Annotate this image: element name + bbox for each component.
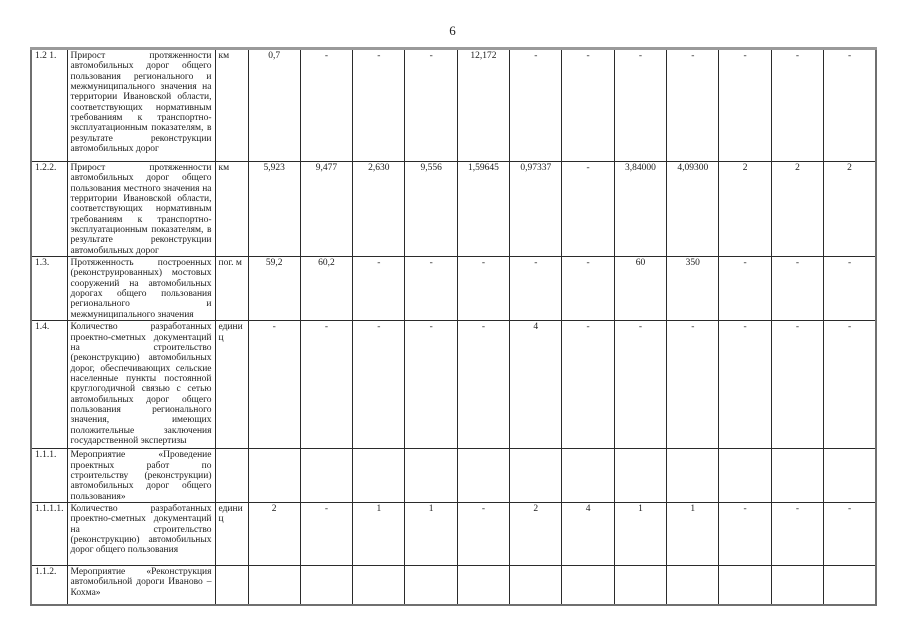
value-cell: - xyxy=(771,321,823,449)
table-body xyxy=(31,49,876,606)
value-cell: - xyxy=(719,257,771,321)
table-row xyxy=(31,449,876,503)
row-name-cell: Мероприятие «Реконструкция автомобильной дороги Иваново – Кохма» xyxy=(67,565,215,605)
value-cell: - xyxy=(562,162,614,257)
table-row xyxy=(31,321,876,449)
table-row xyxy=(31,502,876,565)
value-cell: 2 xyxy=(248,502,300,565)
table-row xyxy=(31,257,876,321)
row-name-cell: Протяженность построенных (реконструированных) мостовых сооружений на автомобильных дорогах общего пользования регионального и межмуниципального значения xyxy=(67,257,215,321)
value-cell: 9,477 xyxy=(300,162,352,257)
value-cell: - xyxy=(510,49,562,162)
row-id-cell: 1.3. xyxy=(31,257,67,321)
table-row xyxy=(31,49,876,162)
value-cell: - xyxy=(562,321,614,449)
value-cell: - xyxy=(300,502,352,565)
value-cell: 2 xyxy=(510,502,562,565)
row-unit-cell xyxy=(215,449,248,503)
value-cell: - xyxy=(824,502,876,565)
row-unit-cell: км xyxy=(215,49,248,162)
value-cell: 60,2 xyxy=(300,257,352,321)
value-cell: 9,556 xyxy=(405,162,457,257)
value-cell: - xyxy=(771,257,823,321)
value-cell: 2 xyxy=(771,162,823,257)
value-cell xyxy=(510,449,562,503)
value-cell: - xyxy=(771,49,823,162)
value-cell xyxy=(353,565,405,605)
value-cell: 1 xyxy=(353,502,405,565)
value-cell xyxy=(824,449,876,503)
value-cell xyxy=(248,565,300,605)
indicators-table xyxy=(30,47,877,606)
value-cell xyxy=(719,449,771,503)
value-cell: - xyxy=(300,321,352,449)
value-cell: - xyxy=(667,49,719,162)
row-unit-cell: пог. м xyxy=(215,257,248,321)
table-row xyxy=(31,162,876,257)
value-cell: 1 xyxy=(667,502,719,565)
value-cell xyxy=(824,565,876,605)
value-cell: - xyxy=(405,257,457,321)
row-unit-cell: единиц xyxy=(215,321,248,449)
value-cell: - xyxy=(457,321,509,449)
row-unit-cell: единиц xyxy=(215,502,248,565)
value-cell xyxy=(353,449,405,503)
value-cell: - xyxy=(824,257,876,321)
value-cell: - xyxy=(614,49,666,162)
row-id-cell: 1.2 1. xyxy=(31,49,67,162)
value-cell: - xyxy=(614,321,666,449)
value-cell: 60 xyxy=(614,257,666,321)
row-name-cell: Количество разработанных проектно-сметных документаций на строительство (реконструкцию) автомобильных дорог, обеспечивающих сельские населенные пункты постоянной круглогодичной связью с сетью автомобильных дорог общего пользования регионального значения, имеющих положительные заключения государственной экспертизы xyxy=(67,321,215,449)
value-cell: - xyxy=(353,49,405,162)
value-cell: 4 xyxy=(562,502,614,565)
value-cell xyxy=(771,449,823,503)
row-name-cell: Мероприятие «Проведение проектных работ по строительству (реконструкции) автомобильных дорог общего пользования» xyxy=(67,449,215,503)
value-cell xyxy=(667,565,719,605)
row-id-cell: 1.1.1. xyxy=(31,449,67,503)
value-cell: - xyxy=(300,49,352,162)
value-cell: - xyxy=(457,502,509,565)
value-cell: 350 xyxy=(667,257,719,321)
row-unit-cell xyxy=(215,565,248,605)
row-id-cell: 1.1.2. xyxy=(31,565,67,605)
value-cell xyxy=(300,565,352,605)
value-cell: 0,7 xyxy=(248,49,300,162)
value-cell: 2 xyxy=(719,162,771,257)
value-cell xyxy=(457,449,509,503)
value-cell: - xyxy=(562,257,614,321)
row-id-cell: 1.2.2. xyxy=(31,162,67,257)
value-cell: 4 xyxy=(510,321,562,449)
row-id-cell: 1.4. xyxy=(31,321,67,449)
value-cell: 0,97337 xyxy=(510,162,562,257)
value-cell: 1,59645 xyxy=(457,162,509,257)
value-cell: - xyxy=(353,321,405,449)
row-id-cell: 1.1.1.1. xyxy=(31,502,67,565)
value-cell xyxy=(248,449,300,503)
value-cell: - xyxy=(510,257,562,321)
value-cell: 12,172 xyxy=(457,49,509,162)
value-cell: 2 xyxy=(824,162,876,257)
value-cell xyxy=(667,449,719,503)
row-name-cell: Прирост протяженности автомобильных дорог общего пользования местного значения на территории Ивановской области, соответствующих нормативным требованиям к транспортно-эксплуатационным показателям, в результате реконструкции автомобильных дорог xyxy=(67,162,215,257)
value-cell: - xyxy=(248,321,300,449)
value-cell xyxy=(562,449,614,503)
page-number: 6 xyxy=(449,23,456,38)
value-cell: 3,84000 xyxy=(614,162,666,257)
value-cell xyxy=(510,565,562,605)
value-cell xyxy=(614,565,666,605)
value-cell xyxy=(771,565,823,605)
value-cell: - xyxy=(353,257,405,321)
value-cell: - xyxy=(771,502,823,565)
value-cell: - xyxy=(562,49,614,162)
value-cell xyxy=(457,565,509,605)
value-cell: - xyxy=(457,257,509,321)
value-cell: - xyxy=(719,321,771,449)
value-cell: - xyxy=(719,502,771,565)
value-cell xyxy=(405,565,457,605)
value-cell xyxy=(614,449,666,503)
value-cell: - xyxy=(667,321,719,449)
value-cell: 5,923 xyxy=(248,162,300,257)
value-cell xyxy=(719,565,771,605)
value-cell: 2,630 xyxy=(353,162,405,257)
value-cell: - xyxy=(824,49,876,162)
table-row xyxy=(31,565,876,605)
value-cell: - xyxy=(405,49,457,162)
value-cell: - xyxy=(405,321,457,449)
row-name-cell: Прирост протяженности автомобильных дорог общего пользования регионального и межмуниципального значения на территории Ивановской области, соответствующих нормативным требованиям к транспортно-эксплуатационным показателям, в результате реконструкции автомобильных дорог xyxy=(67,49,215,162)
row-unit-cell: км xyxy=(215,162,248,257)
value-cell: 4,09300 xyxy=(667,162,719,257)
row-name-cell: Количество разработанных проектно-сметных документаций на строительство (реконструкцию) автомобильных дорог общего пользования xyxy=(67,502,215,565)
value-cell xyxy=(405,449,457,503)
value-cell: - xyxy=(824,321,876,449)
value-cell xyxy=(562,565,614,605)
value-cell: - xyxy=(719,49,771,162)
value-cell xyxy=(300,449,352,503)
value-cell: 1 xyxy=(405,502,457,565)
value-cell: 59,2 xyxy=(248,257,300,321)
value-cell: 1 xyxy=(614,502,666,565)
